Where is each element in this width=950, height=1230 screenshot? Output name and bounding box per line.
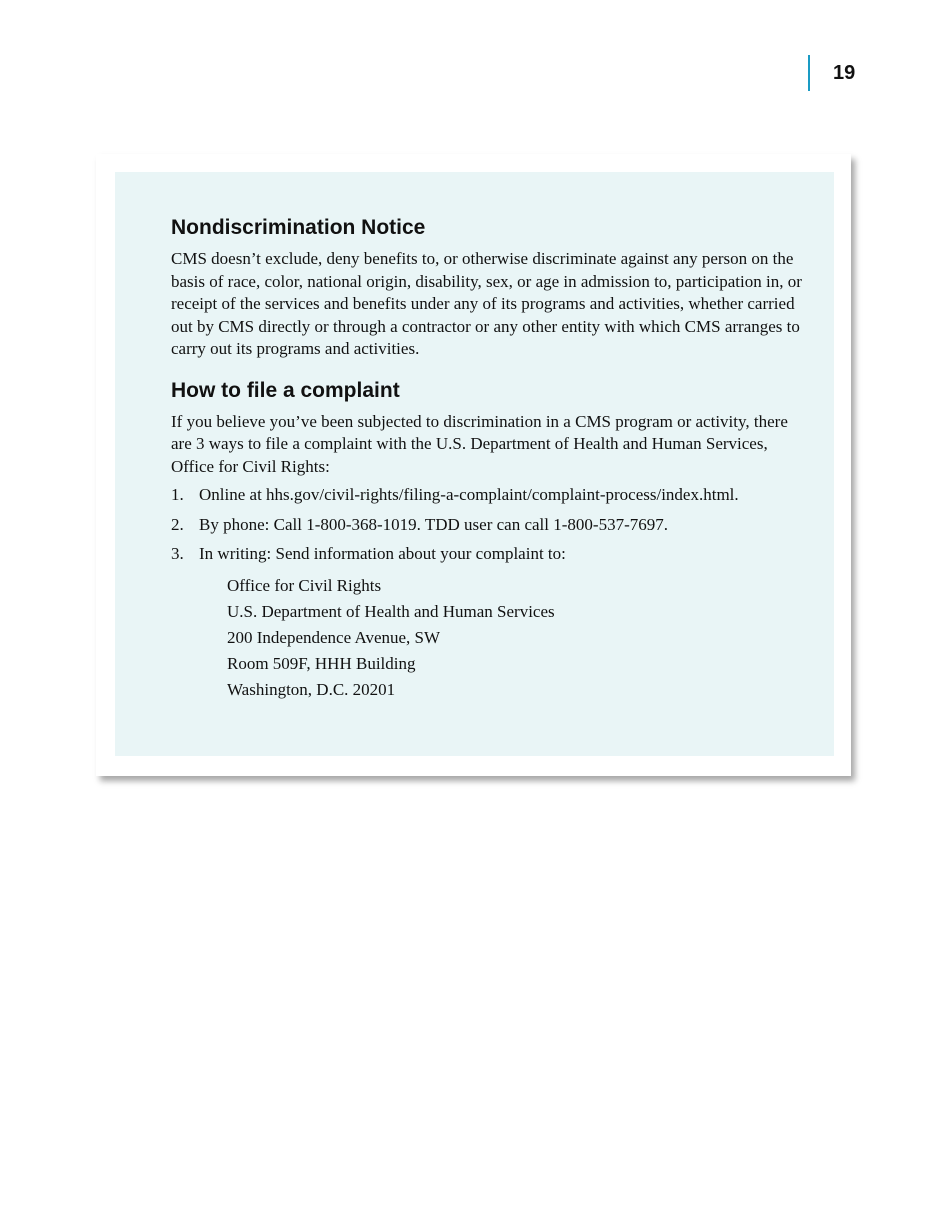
- address-line: Office for Civil Rights: [227, 575, 382, 595]
- nondiscrimination-title: Nondiscrimination Notice: [171, 216, 426, 239]
- nondiscrimination-section: [171, 214, 811, 361]
- address-line: Washington, D.C. 20201: [227, 679, 396, 699]
- page-number-marker: [808, 55, 855, 91]
- complaint-way-writing: [171, 543, 811, 566]
- complaint-way-online: [171, 484, 811, 507]
- mailing-address: [227, 573, 811, 703]
- address-line: Room 509F, HHH Building: [227, 653, 416, 673]
- complaint-ways-list: [171, 484, 811, 566]
- complaint-way-phone: [171, 514, 811, 537]
- list-number: 3.: [171, 544, 184, 563]
- notice-card: [96, 154, 851, 776]
- address-line: 200 Independence Avenue, SW: [227, 627, 441, 647]
- notice-content: [171, 214, 811, 703]
- complaint-section: [171, 377, 811, 703]
- notice-panel: [115, 172, 834, 756]
- complaint-intro: If you believe you’ve been subjected to discrimination in a CMS program or activity, there are 3 ways to file a complaint with the U.S. Department of Health and Human Services, Office for Civil Rights:: [171, 411, 788, 476]
- address-line: U.S. Department of Health and Human Services: [227, 601, 555, 621]
- complaint-title: How to file a complaint: [171, 378, 400, 402]
- nondiscrimination-body: CMS doesn’t exclude, deny benefits to, or otherwise discriminate against any person on the basis of race, color, national origin, disability, sex, or age in admission to, participation in, or receipt of the services and benefits under any of its programs and activities, whether carried out by CMS directly or through a contractor or any other entity with which CMS arranges to carry out its programs and activities.: [171, 249, 802, 358]
- list-item-text: Online at hhs.gov/civil-rights/filing-a-complaint/complaint-process/index.html.: [199, 485, 739, 504]
- page-number: 19: [833, 61, 856, 84]
- list-number: 1.: [171, 485, 184, 504]
- list-number: 2.: [171, 514, 184, 534]
- list-item-text: In writing: Send information about your complaint to:: [199, 544, 566, 563]
- list-item-text: By phone: Call 1-800-368-1019. TDD user can call 1-800-537-7697.: [199, 514, 668, 534]
